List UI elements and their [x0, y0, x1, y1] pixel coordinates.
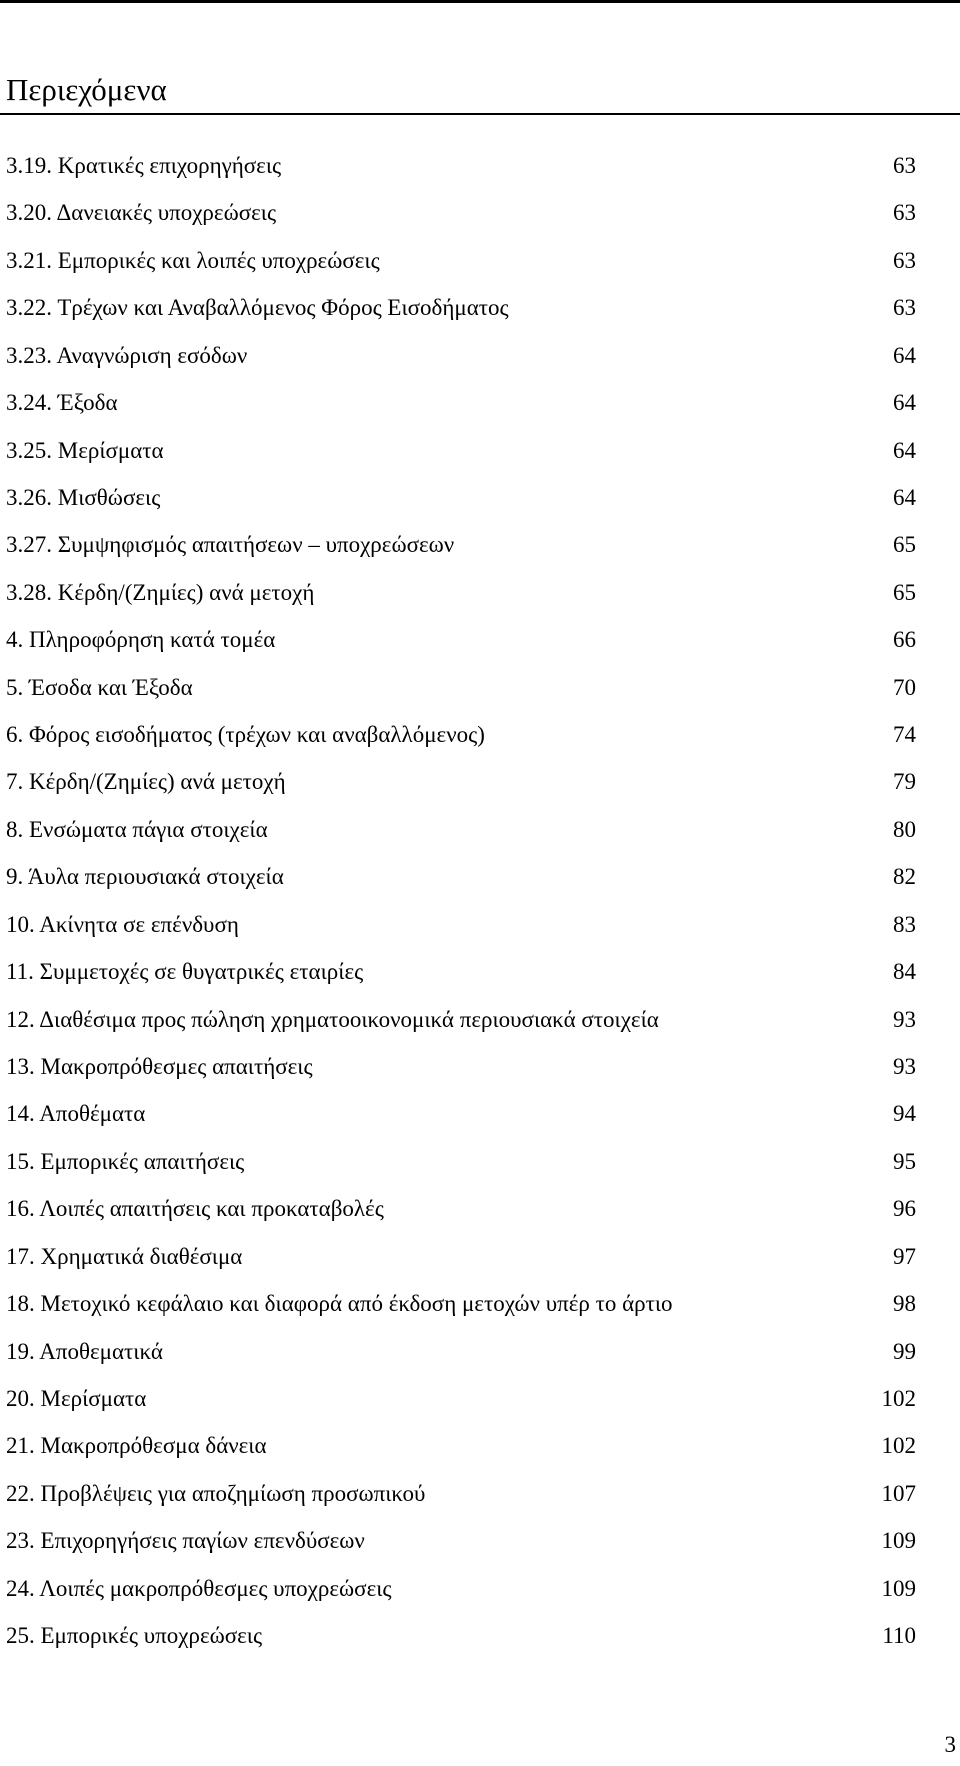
toc-entry[interactable]: [6, 1242, 916, 1289]
toc-entry-label: 20. Μερίσματα: [6, 1385, 147, 1411]
toc-entry-label: 18. Μετοχικό κεφάλαιο και διαφορά από έκδοση μετοχών υπέρ το άρτιο: [6, 1291, 673, 1317]
toc-entry-label: 10. Ακίνητα σε επένδυση: [6, 911, 239, 937]
toc-entry[interactable]: [6, 1099, 916, 1146]
toc-entry-label: 17. Χρηματικά διαθέσιμα: [6, 1243, 243, 1269]
title-underline: [0, 113, 960, 115]
toc-entry-label: 3.23. Αναγνώριση εσόδων: [6, 342, 248, 368]
toc-entry-label: 13. Μακροπρόθεσμες απαιτήσεις: [6, 1054, 313, 1080]
toc-entry-page: 96: [893, 1196, 916, 1222]
toc-entry[interactable]: [6, 625, 916, 672]
toc-entry-label: 8. Ενσώματα πάγια στοιχεία: [6, 816, 268, 842]
toc-entry-page: 66: [893, 627, 916, 653]
toc-entry-label: 3.25. Μερίσματα: [6, 437, 164, 463]
toc-entry-label: 3.21. Εμπορικές και λοιπές υποχρεώσεις: [6, 247, 380, 273]
toc-entry-label: 7. Κέρδη/(Ζημίες) ανά μετοχή: [6, 769, 286, 795]
toc-entry-page: 84: [893, 959, 916, 985]
toc-entry[interactable]: [6, 293, 916, 340]
toc-entry-page: 109: [881, 1528, 916, 1554]
toc-entry[interactable]: [6, 1005, 916, 1052]
toc-entry-page: 65: [893, 532, 916, 558]
toc-entry[interactable]: [6, 1574, 916, 1621]
toc-entry[interactable]: [6, 1147, 916, 1194]
toc-entry-page: 97: [893, 1243, 916, 1269]
toc-entry-label: 23. Επιχορηγήσεις παγίων επενδύσεων: [6, 1528, 365, 1554]
toc-entry-page: 102: [881, 1433, 916, 1459]
toc-entry-page: 98: [893, 1291, 916, 1317]
toc-entry-page: 102: [881, 1385, 916, 1411]
toc-entry-page: 70: [893, 674, 916, 700]
toc-entry[interactable]: [6, 1289, 916, 1336]
toc-entry-page: 74: [893, 722, 916, 748]
toc-entry-label: 4. Πληροφόρηση κατά τομέα: [6, 627, 276, 653]
page-title: Περιεχόμενα: [6, 72, 167, 107]
toc-entry-label: 6. Φόρος εισοδήματος (τρέχων και αναβαλλόμενος): [6, 722, 485, 748]
toc-entry-label: 11. Συμμετοχές σε θυγατρικές εταιρίες: [6, 959, 364, 985]
toc-entry-label: 21. Μακροπρόθεσμα δάνεια: [6, 1433, 267, 1459]
toc-entry-label: 19. Αποθεματικά: [6, 1338, 163, 1364]
toc-entry-page: 107: [881, 1480, 916, 1506]
table-of-contents: [6, 151, 916, 1669]
toc-entry[interactable]: [6, 1479, 916, 1526]
toc-entry-page: 63: [893, 153, 916, 178]
toc-entry-label: 3.28. Κέρδη/(Ζημίες) ανά μετοχή: [6, 579, 315, 605]
toc-entry-label: 3.27. Συμψηφισμός απαιτήσεων – υποχρεώσεων: [6, 532, 455, 558]
toc-entry-label: 3.20. Δανειακές υποχρεώσεις: [6, 200, 277, 226]
toc-entry-page: 80: [893, 816, 916, 842]
toc-entry[interactable]: [6, 246, 916, 293]
toc-entry[interactable]: [6, 388, 916, 435]
toc-entry[interactable]: [6, 767, 916, 814]
toc-entry-page: 79: [893, 769, 916, 795]
toc-entry-label: 16. Λοιπές απαιτήσεις και προκαταβολές: [6, 1196, 384, 1222]
toc-entry-page: 93: [893, 1054, 916, 1080]
toc-entry[interactable]: [6, 530, 916, 577]
toc-entry-label: 3.22. Τρέχων και Αναβαλλόμενος Φόρος Εισοδήματος: [6, 295, 509, 321]
toc-entry-label: 12. Διαθέσιμα προς πώληση χρηματοοικονομικά περιουσιακά στοιχεία: [6, 1006, 659, 1032]
toc-entry[interactable]: [6, 815, 916, 862]
toc-entry-page: 99: [893, 1338, 916, 1364]
toc-entry-page: 110: [882, 1623, 916, 1649]
toc-entry-page: 64: [893, 484, 916, 510]
toc-entry[interactable]: [6, 198, 916, 245]
toc-entry[interactable]: [6, 957, 916, 1004]
toc-entry-page: 63: [893, 247, 916, 273]
toc-entry-label: 24. Λοιπές μακροπρόθεσμες υποχρεώσεις: [6, 1575, 392, 1601]
toc-entry-page: 93: [893, 1006, 916, 1032]
toc-entry[interactable]: [6, 862, 916, 909]
toc-entry[interactable]: [6, 1052, 916, 1099]
toc-entry-label: 15. Εμπορικές απαιτήσεις: [6, 1148, 245, 1174]
toc-entry[interactable]: [6, 673, 916, 720]
toc-entry-page: 94: [893, 1101, 916, 1127]
toc-entry-label: 25. Εμπορικές υποχρεώσεις: [6, 1623, 263, 1649]
toc-entry-label: 14. Αποθέματα: [6, 1101, 146, 1127]
page-number: 3: [944, 1732, 956, 1757]
toc-entry-label: 3.19. Κρατικές επιχορηγήσεις: [6, 153, 282, 178]
toc-entry-page: 63: [893, 200, 916, 226]
toc-entry[interactable]: [6, 151, 916, 198]
toc-entry[interactable]: [6, 1621, 916, 1668]
toc-entry-label: 3.26. Μισθώσεις: [6, 484, 161, 510]
toc-entry-page: 64: [893, 342, 916, 368]
toc-entry-page: 64: [893, 437, 916, 463]
toc-entry[interactable]: [6, 1194, 916, 1241]
toc-entry[interactable]: [6, 1431, 916, 1478]
toc-entry-page: 95: [893, 1148, 916, 1174]
toc-entry[interactable]: [6, 720, 916, 767]
toc-entry-page: 82: [893, 864, 916, 890]
toc-entry-label: 5. Έσοδα και Έξοδα: [6, 674, 193, 700]
toc-entry-label: 22. Προβλέψεις για αποζημίωση προσωπικού: [6, 1480, 426, 1506]
toc-entry[interactable]: [6, 436, 916, 483]
top-rule: [0, 0, 960, 3]
toc-entry[interactable]: [6, 1526, 916, 1573]
toc-entry-label: 9. Άυλα περιουσιακά στοιχεία: [6, 864, 284, 890]
toc-entry-label: 3.24. Έξοδα: [6, 390, 118, 416]
toc-entry[interactable]: [6, 341, 916, 388]
toc-entry[interactable]: [6, 1337, 916, 1384]
toc-entry-page: 109: [881, 1575, 916, 1601]
toc-entry-page: 64: [893, 390, 916, 416]
toc-entry[interactable]: [6, 910, 916, 957]
toc-entry-page: 65: [893, 579, 916, 605]
toc-entry[interactable]: [6, 483, 916, 530]
toc-entry-page: 83: [893, 911, 916, 937]
toc-entry[interactable]: [6, 578, 916, 625]
toc-entry[interactable]: [6, 1384, 916, 1431]
toc-entry-page: 63: [893, 295, 916, 321]
